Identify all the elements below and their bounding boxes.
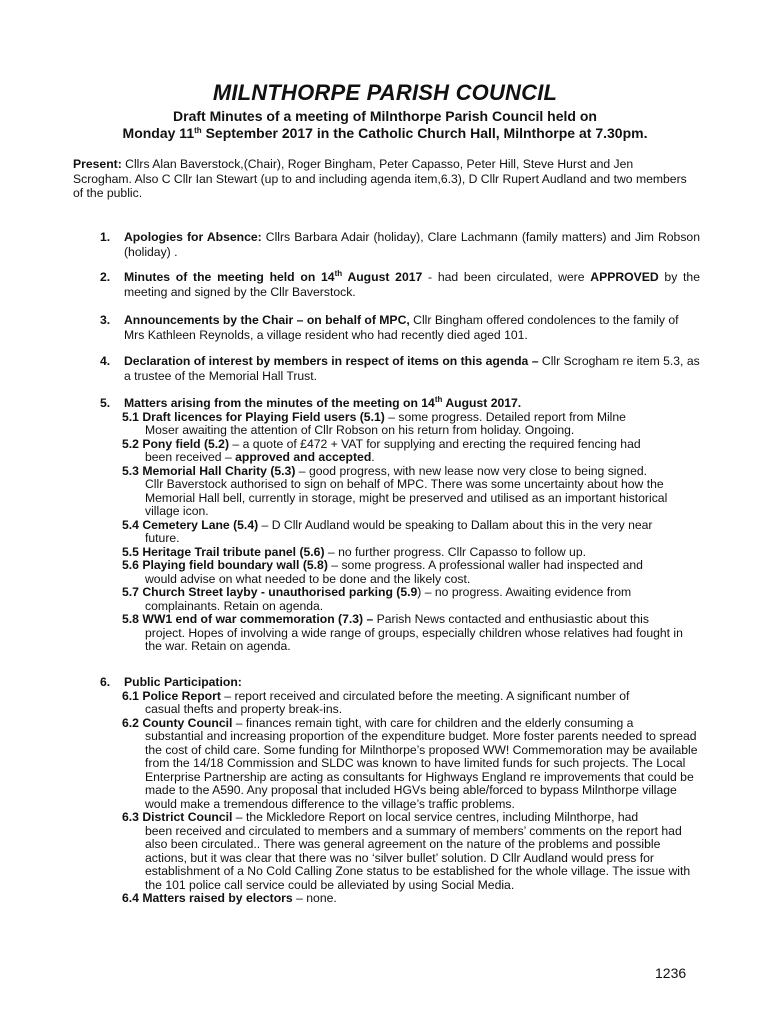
subtitle-sup: th (194, 126, 202, 135)
item-heading: Announcements by the Chair – on behalf of MPC, (124, 313, 410, 327)
subitem-continuation: Cllr Baverstock authorised to sign on behalf of MPC. There was some uncertainty about how the Memorial Hall bell, currently in storage, might be preserved and utilised as an important historical village icon. (145, 477, 668, 519)
item-text-end: by the meeting and signed by the Cllr Baverstock. (124, 270, 700, 299)
page-number: 1236 (655, 965, 687, 981)
present-text: Cllrs Alan Baverstock,(Chair), Roger Bingham, Peter Capasso, Peter Hill, Steve Hurst and Jen Scrogham. Also C Cllr Ian Stewart (up to and including agenda item,6.3), D Cllr Rupert Audland and two members of the public. (73, 157, 687, 201)
subtitle-date: Monday 11 (122, 125, 195, 141)
subitem-label: 5.3 Memorial Hall Charity (5.3) (122, 463, 296, 478)
subitem-5-1 (122, 411, 700, 438)
item-heading-sup: th (434, 395, 443, 404)
subitem-5-8 (122, 613, 700, 654)
subitem-continuation: would advise on what needed to be done and the likely cost. (145, 571, 471, 586)
subitem-label: 6.1 Police Report (122, 688, 221, 703)
subitem-continuation-bold: approved and accepted (235, 450, 372, 465)
item-heading-sup: th (334, 269, 343, 278)
item-heading: Declaration of interest by members in respect of items on this agenda – (124, 354, 539, 368)
agenda-item-2 (100, 270, 700, 299)
item-number: 3. (100, 313, 111, 327)
agenda-item-3 (100, 313, 700, 342)
subitem-continuation (122, 451, 700, 465)
present-paragraph (73, 157, 688, 201)
subitem-text: – report received and circulated before the meeting. A significant number of (220, 688, 630, 703)
item-number: 4. (100, 354, 111, 368)
item-heading-end: August 2017 (342, 270, 423, 284)
subitem-5-6 (122, 559, 700, 586)
subitem-text: ) – no progress. Awaiting evidence from (417, 585, 632, 600)
subitem-label: 5.5 Heritage Trail tribute panel (5.6) (122, 544, 325, 559)
subitem-continuation: project. Hopes of involving a wide range of groups, especially children whose relatives had fought in the war. Retain on agenda. (145, 625, 683, 654)
item-5-subitems (122, 411, 700, 654)
subitem-text: – D Cllr Audland would be speaking to Dallam about this in the very near (258, 517, 653, 532)
item-number: 6. (100, 675, 111, 689)
item-text: Cllrs Barbara Adair (holiday), Clare Lachmann (family matters) and Jim Robson (holiday) . (124, 230, 700, 259)
subitem-6-1 (122, 690, 700, 717)
item-heading: Public Participation: (124, 675, 242, 689)
agenda-item-5 (100, 396, 700, 654)
subitem-text: – the Mickledore Report on local service centres, including Milnthorpe, had (232, 810, 639, 825)
subitem-5-5 (122, 546, 700, 560)
item-number: 1. (100, 230, 111, 244)
subitem-5-4 (122, 519, 700, 546)
subitem-label: 5.7 Church Street layby - unauthorised parking (5.9 (122, 585, 418, 600)
item-heading: Minutes of the meeting held on 14 (124, 270, 335, 284)
subtitle-venue: September 2017 in the Catholic Church Hall, Milnthorpe at 7.30pm. (201, 125, 648, 141)
subitem-5-2 (122, 438, 700, 465)
item-text: Cllr Bingham offered condolences to the family of Mrs Kathleen Reynolds, a village resident who had recently died aged 101. (124, 313, 679, 342)
subitem-text: – none. (292, 891, 337, 906)
item-text-bold: APPROVED (590, 270, 659, 284)
agenda-item-1 (100, 230, 700, 259)
subitem-label: 5.8 WW1 end of war commemoration (7.3) – (122, 612, 374, 627)
item-6-subitems (122, 690, 700, 906)
item-heading: Matters arising from the minutes of the meeting on 14 (124, 396, 435, 410)
present-label: Present: (73, 157, 122, 171)
agenda-item-6 (100, 675, 700, 906)
subtitle-line-1: Draft Minutes of a meeting of Milnthorpe Parish Council held on (173, 108, 597, 124)
subitem-text: – a quote of £472 + VAT for supplying and erecting the required fencing had (229, 436, 641, 451)
item-heading-end: August 2017. (442, 396, 522, 410)
item-number: 5. (100, 396, 111, 410)
subitem-text: – some progress. Detailed report from Milne (384, 409, 626, 424)
subitem-6-2 (122, 717, 700, 812)
subitem-label: 6.4 Matters raised by electors (122, 891, 293, 906)
subitem-label: 6.2 County Council (122, 715, 233, 730)
item-heading: Apologies for Absence: (124, 230, 262, 244)
subitem-continuation: been received and circulated to members and a summary of members’ comments on the report had also been circulated.. There was general agreement on the nature of the problems and possible actions, but it was clear that there was no ‘silver bullet’ solution. D Cllr Audland would press for establishment of a No Cold Calling Zone status to be established for the whole village. The issue with the 101 police call service could be alleviated by using Social Media. (145, 823, 691, 892)
subitem-continuation: complainants. Retain on agenda. (145, 598, 324, 613)
subitem-continuation: Moser awaiting the attention of Cllr Robson on his return from holiday. Ongoing. (145, 423, 575, 438)
subitem-text: Parish News contacted and enthusiastic about this (373, 612, 649, 627)
agenda-item-4 (100, 354, 700, 383)
subitem-6-4 (122, 892, 700, 906)
subitem-label: 5.2 Pony field (5.2) (122, 436, 230, 451)
subitem-continuation-end: . (371, 450, 375, 465)
subitem-continuation: casual thefts and property break-ins. (145, 702, 343, 717)
subitem-text: – good progress, with new lease now very close to being signed. (295, 463, 648, 478)
item-text: - had been circulated, were (422, 270, 591, 284)
subitem-text: – some progress. A professional waller had inspected and (327, 558, 643, 573)
subitem-text: – finances remain tight, with care for children and the elderly consuming a (232, 715, 634, 730)
subitem-label: 6.3 District Council (122, 810, 233, 825)
subitem-text: – no further progress. Cllr Capasso to follow up. (324, 544, 586, 559)
subitem-6-3 (122, 811, 700, 892)
subitem-continuation: future. (145, 531, 180, 546)
subitem-continuation-text: been received – (145, 450, 236, 465)
subitem-continuation: substantial and increasing proportion of the expenditure budget. More foster parents needed to spread the cost of child care. Some funding for Milnthorpe’s proposed WW! Commemoration may be available from the 14/18 Commission and SLDC was known to have limited funds for such projects. The Local Enterprise Partnership are acting as consultants for Highways England re improvements that could be made to the A590. Any proposal that included HGVs being able/forced to bypass Milnthorpe village would make a tremendous difference to the village’s traffic problems. (145, 729, 698, 811)
subitem-label: 5.1 Draft licences for Playing Field users (5.1) (122, 409, 385, 424)
subitem-label: 5.4 Cemetery Lane (5.4) (122, 517, 259, 532)
subtitle-line-2 (0, 125, 770, 142)
subitem-5-3 (122, 465, 700, 519)
item-number: 2. (100, 270, 111, 284)
item-text: Cllr Scrogham re item 5.3, as a trustee of the Memorial Hall Trust. (124, 354, 700, 383)
subitem-5-7 (122, 586, 700, 613)
document-title: MILNTHORPE PARISH COUNCIL (212, 80, 558, 105)
subitem-label: 5.6 Playing field boundary wall (5.8) (122, 558, 328, 573)
